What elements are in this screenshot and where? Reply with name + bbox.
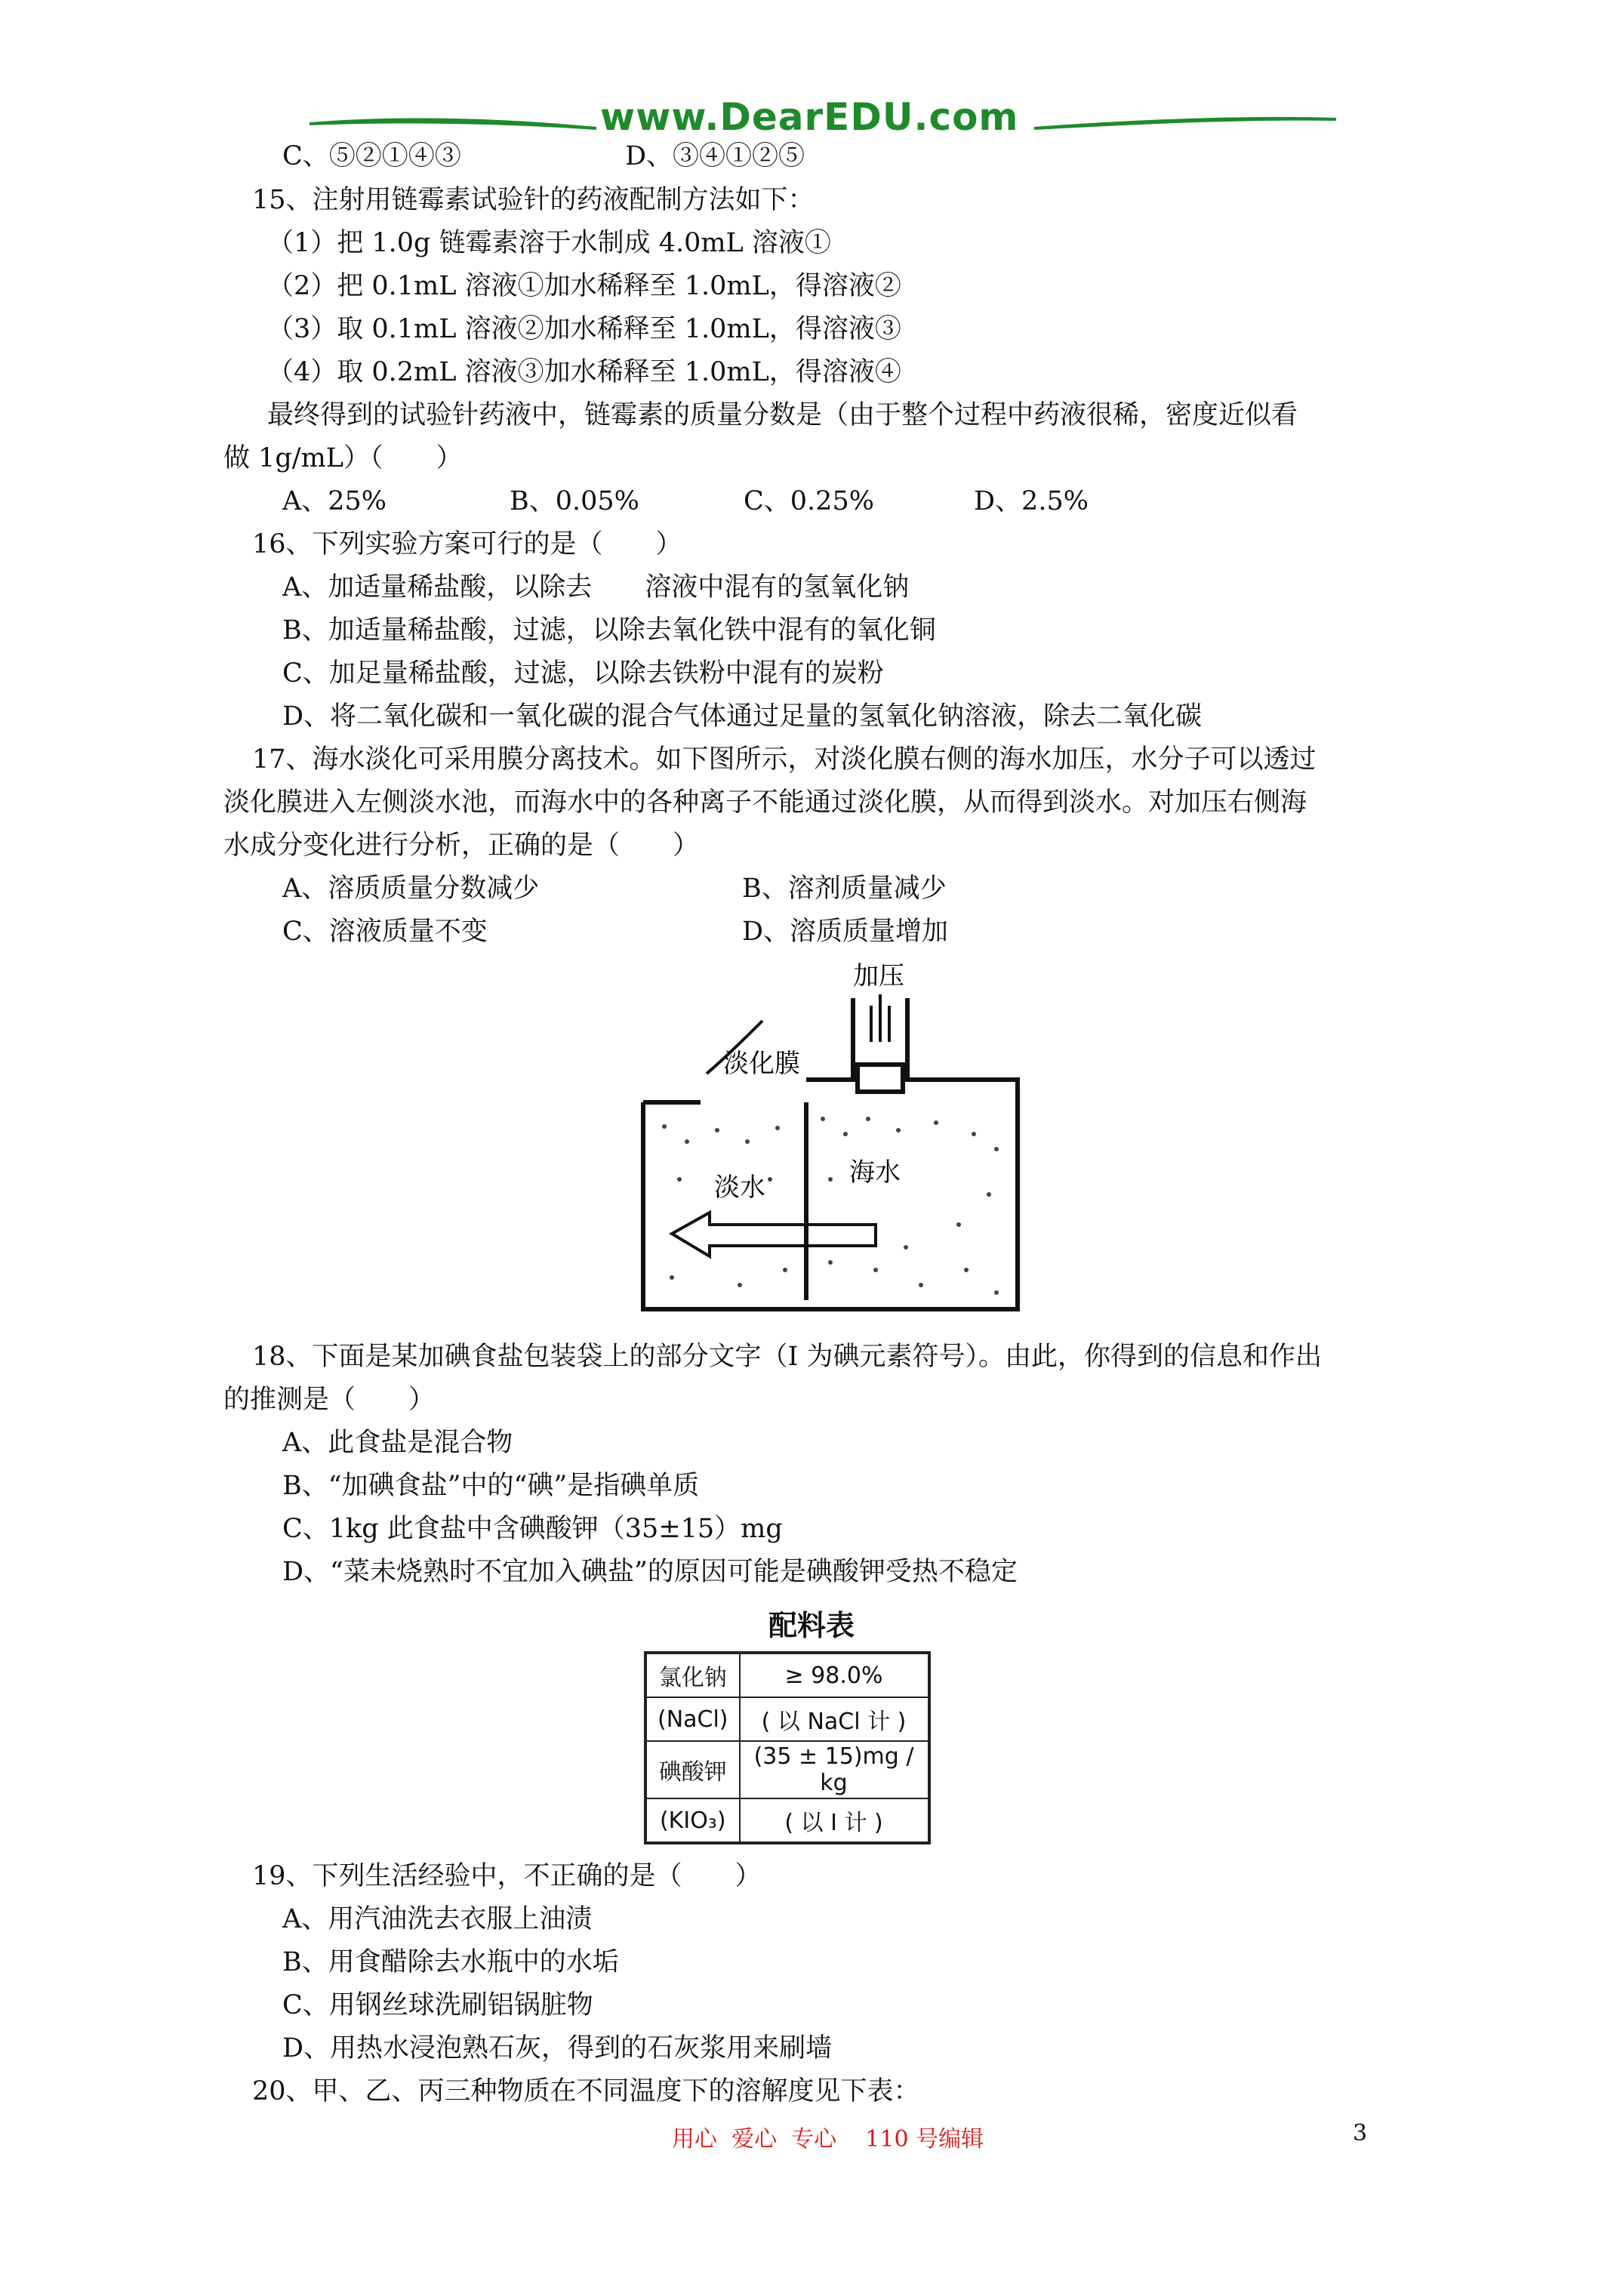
fresh-water-label: 淡水: [714, 1173, 765, 1203]
question-18-cont: 的推测是（ ）: [223, 1385, 436, 1415]
option-c-q14: C、⑤②①④③: [282, 141, 461, 171]
recipe-title: 配料表: [768, 1609, 855, 1642]
q17-option-b: B、溶剂质量减少: [742, 874, 947, 904]
q19-option-a: A、用汽油洗去衣服上油渍: [282, 1904, 593, 1934]
q17-option-a: A、溶质质量分数减少: [282, 874, 540, 904]
q15-option-c: C、0.25%: [744, 486, 874, 516]
question-15: 15、注射用链霉素试验针的药液配制方法如下：: [252, 185, 815, 215]
q15-option-a: A、25%: [282, 486, 387, 516]
q19-option-c: C、用钢丝球洗刷铝锅脏物: [282, 1990, 593, 2020]
step-1: （1）把 1.0g 链霉素溶于水制成 4.0mL 溶液①: [267, 228, 831, 258]
recipe-cell: ( 以 I 计 ): [740, 1798, 929, 1843]
recipe-table: [644, 1651, 931, 1845]
recipe-cell: 氯化钠: [645, 1653, 740, 1697]
page-number: 3: [1353, 2120, 1368, 2147]
step-2: （2）把 0.1mL 溶液①加水稀释至 1.0mL，得溶液②: [267, 271, 901, 301]
q18-option-d: D、“菜未烧熟时不宜加入碘盐”的原因可能是碘酸钾受热不稳定: [282, 1557, 1018, 1587]
q19-option-d: D、用热水浸泡熟石灰，得到的石灰浆用来刷墙: [282, 2033, 833, 2063]
desalination-diagram: [634, 953, 1042, 1315]
q17-option-d: D、溶质质量增加: [742, 917, 949, 947]
q19-option-b: B、用食醋除去水瓶中的水垢: [282, 1947, 619, 1977]
q18-option-c: C、1kg 此食盐中含碘酸钾（35±15）mg: [282, 1514, 783, 1544]
footer-editor-note: 用心 爱心 专心 110 号编辑: [672, 2126, 984, 2153]
membrane-label: 淡化膜: [723, 1049, 800, 1079]
question-20: 20、甲、乙、丙三种物质在不同温度下的溶解度见下表：: [252, 2076, 920, 2106]
recipe-cell: (KIO₃): [645, 1798, 740, 1843]
sea-water-label: 海水: [849, 1157, 901, 1188]
recipe-cell: (NaCl): [645, 1697, 740, 1741]
q17-option-c: C、溶液质量不变: [282, 917, 488, 947]
q16-option-b: B、加适量稀盐酸，过滤，以除去氧化铁中混有的氧化铜: [282, 615, 936, 646]
question-15-body-cont: 做 1g/mL）（ ）: [223, 443, 463, 473]
q16-option-c: C、加足量稀盐酸，过滤，以除去铁粉中混有的炭粉: [282, 658, 884, 689]
step-4: （4）取 0.2mL 溶液③加水稀释至 1.0mL，得溶液④: [267, 357, 901, 387]
recipe-cell: (35 ± 15)mg / kg: [740, 1741, 929, 1798]
recipe-cell: ( 以 NaCl 计 ): [740, 1697, 929, 1741]
question-15-body: 最终得到的试验针药液中，链霉素的质量分数是（由于整个过程中药液很稀，密度近似看: [267, 400, 1298, 430]
q15-option-d: D、2.5%: [974, 486, 1089, 516]
question-17-cont2: 水成分变化进行分析，正确的是（ ）: [223, 831, 700, 861]
site-url[interactable]: www.DearEDU.com: [600, 95, 1019, 139]
q15-option-b: B、0.05%: [510, 486, 639, 516]
question-17: 17、海水淡化可采用膜分离技术。如下图所示，对淡化膜右侧的海水加压，水分子可以透过: [252, 744, 1317, 775]
question-17-cont1: 淡化膜进入左侧淡水池，而海水中的各种离子不能通过淡化膜，从而得到淡水。对加压右侧海: [223, 787, 1307, 818]
question-16: 16、下列实验方案可行的是（ ）: [252, 529, 682, 559]
question-18: 18、下面是某加碘食盐包装袋上的部分文字（I 为碘元素符号）。由此，你得到的信息和作出: [252, 1342, 1322, 1372]
q16-option-d: D、将二氧化碳和一氧化碳的混合气体通过足量的氢氧化钠溶液，除去二氧化碳: [282, 701, 1203, 732]
recipe-cell: ≥ 98.0%: [740, 1653, 929, 1697]
step-3: （3）取 0.1mL 溶液②加水稀释至 1.0mL，得溶液③: [267, 314, 901, 344]
option-d-q14: D、③④①②⑤: [625, 141, 805, 171]
pressure-label: 加压: [853, 961, 904, 991]
q16-option-a: A、加适量稀盐酸，以除去 溶液中混有的氢氧化钠: [282, 572, 910, 603]
recipe-cell: 碘酸钾: [645, 1741, 740, 1798]
question-19: 19、下列生活经验中，不正确的是（ ）: [252, 1861, 762, 1891]
q18-option-a: A、此食盐是混合物: [282, 1428, 513, 1458]
q18-option-b: B、“加碘食盐”中的“碘”是指碘单质: [282, 1471, 700, 1501]
